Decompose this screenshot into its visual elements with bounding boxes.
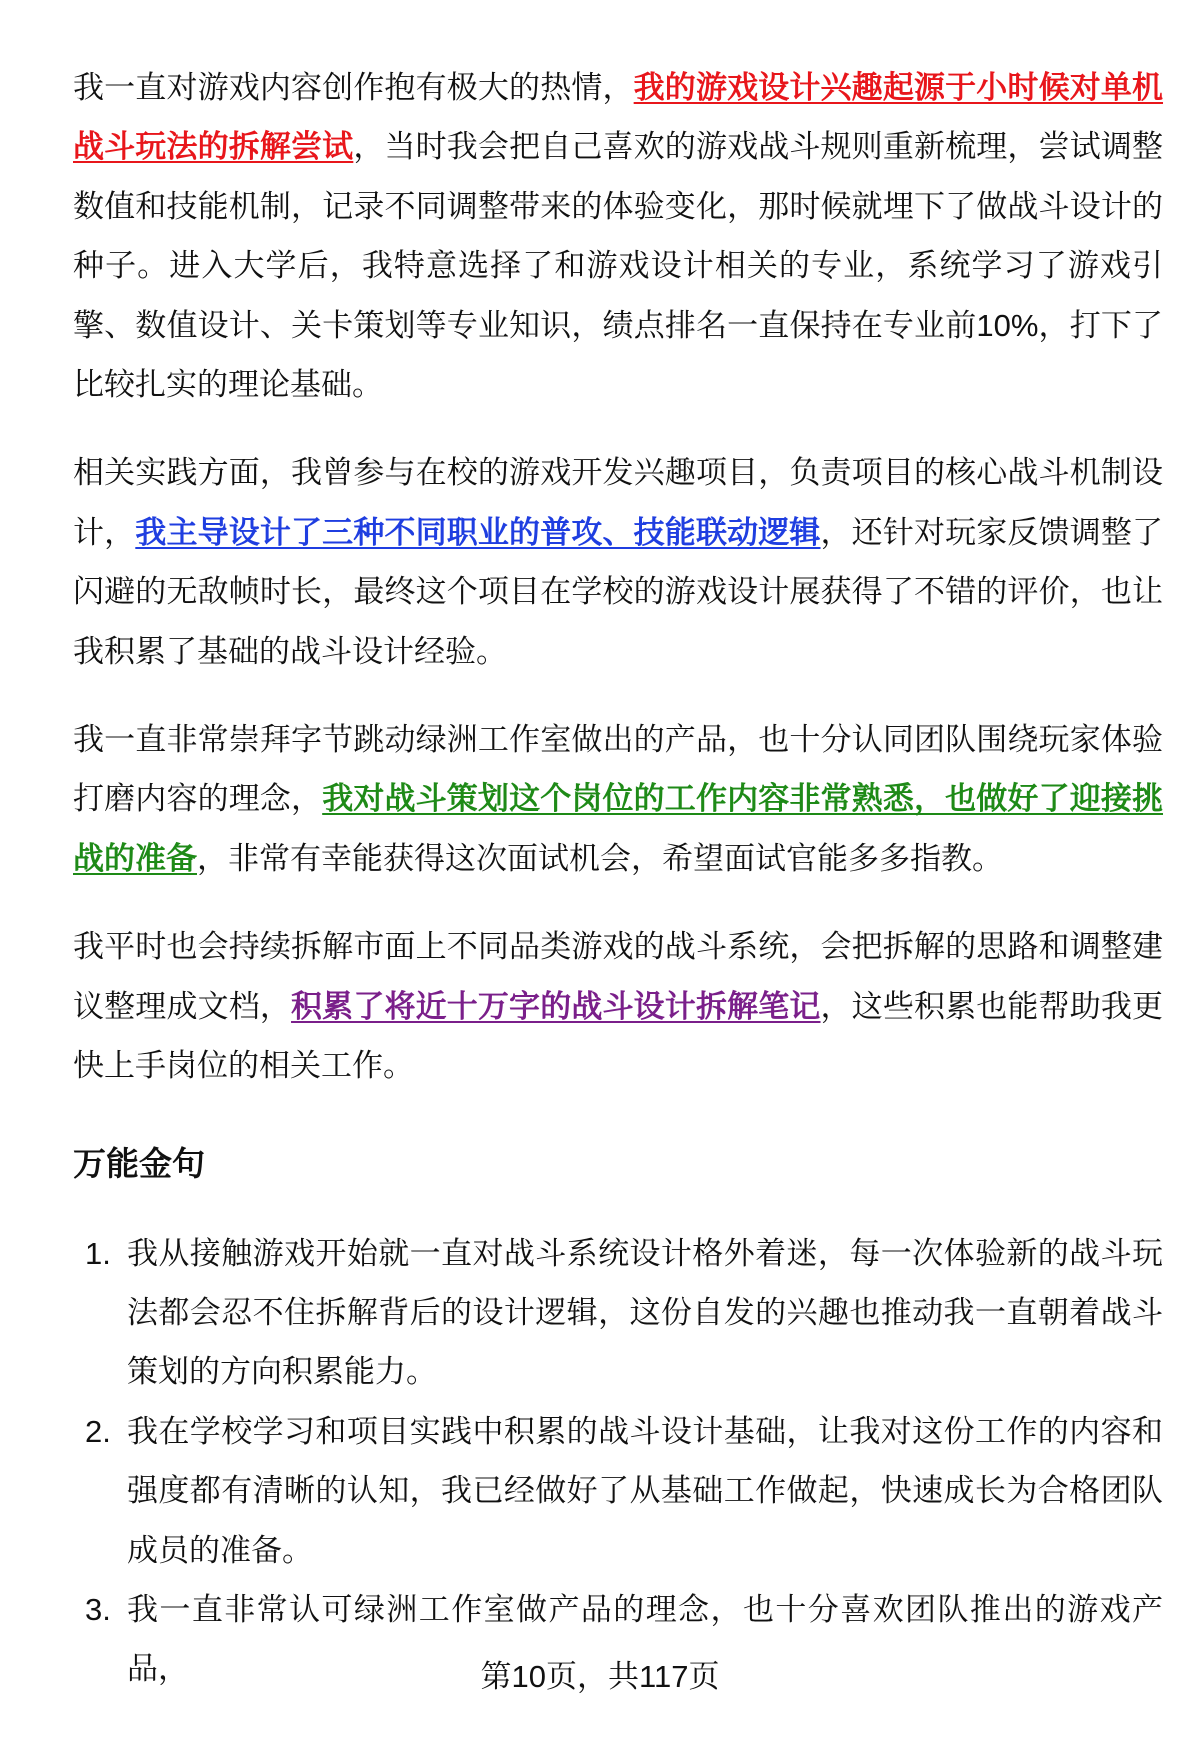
list-text: 我一直非常认可绿洲工作室做产品的理念，也十分喜欢团队推出的游戏产品， [127,1591,1163,1687]
highlight-purple: 积累了将近十万字的战斗设计拆解笔记 [291,988,821,1024]
list-item [73,1224,1163,1402]
highlight-red: 我的游戏设计兴趣起源于小时候对单机战斗玩法的拆解尝试 [73,70,1164,165]
text: ，非常有幸能获得这次面试机会，希望面试官能多多指教。 [197,840,1003,876]
paragraph-notes [73,917,1163,1095]
text: 我平时也会持续拆解市面上不同品类游戏的战斗系统，会把拆解的思路和调整建议整理成文档， [73,929,1163,1024]
list-text: 我在学校学习和项目实践中积累的战斗设计基础，让我对这份工作的内容和强度都有清晰的认知，我已经做好了从基础工作做起，快速成长为合格团队成员的准备。 [127,1413,1163,1568]
paragraph-motivation [73,58,1163,414]
list-number: 3. [85,1591,111,1627]
text: 我一直非常崇拜字节跳动绿洲工作室做出的产品，也十分认同团队围绕玩家体验打磨内容的理念， [73,722,1163,817]
highlight-blue: 我主导设计了三种不同职业的普攻、技能联动逻辑 [135,514,821,550]
text: 相关实践方面，我曾参与在校的游戏开发兴趣项目，负责项目的核心战斗机制设计， [73,455,1163,550]
paragraph-practice [73,443,1163,681]
list-number: 2. [85,1413,111,1449]
section-heading: 万能金句 [73,1144,205,1182]
page-footer: 第10页，共117页 [480,1659,720,1694]
text: ，当时我会把自己喜欢的游戏战斗规则重新梳理，尝试调整数值和技能机制，记录不同调整带来的体验变化，那时候就埋下了做战斗设计的种子。进入大学后，我特意选择了和游戏设计相关的专业，系统学习了游戏引擎、数值设计、关卡策划等专业知识，绩点排名一直保持在专业前10%，打下了比较扎实的理论基础。 [73,129,1164,403]
list-item [73,1402,1163,1580]
document-body [73,58,1163,1699]
text: ，还针对玩家反馈调整了闪避的无敌帧时长，最终这个项目在学校的游戏设计展获得了不错的评价，也让我积累了基础的战斗设计经验。 [73,514,1164,669]
text: 我一直对游戏内容创作抱有极大的热情， [73,70,634,105]
quote-list [73,1224,1163,1699]
text: ，这些积累也能帮助我更快上手岗位的相关工作。 [73,988,1164,1084]
paragraph-company [73,710,1163,888]
list-text: 我从接触游戏开始就一直对战斗系统设计格外着迷，每一次体验新的战斗玩法都会忍不住拆解背后的设计逻辑，这份自发的兴趣也推动我一直朝着战斗策划的方向积累能力。 [127,1235,1163,1390]
list-number: 1. [85,1235,111,1271]
highlight-green: 我对战斗策划这个岗位的工作内容非常熟悉，也做好了迎接挑战的准备 [73,781,1164,876]
